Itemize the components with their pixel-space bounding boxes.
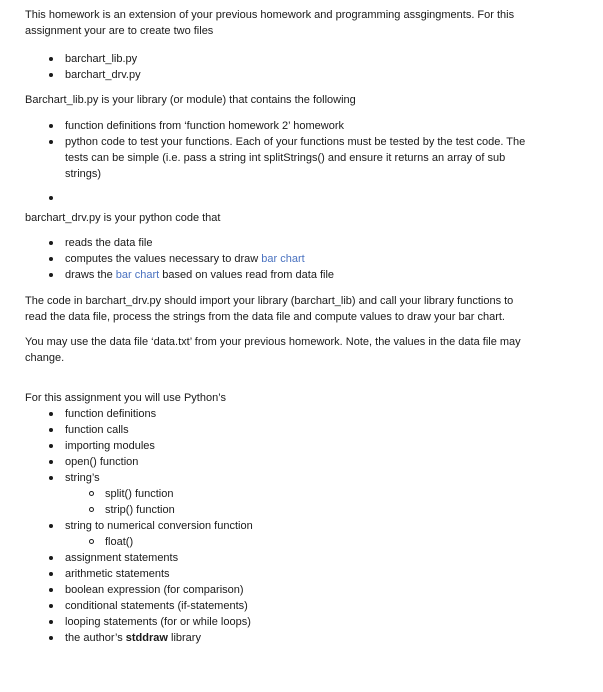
bullet-icon bbox=[49, 460, 53, 464]
drv-heading: barchart_drv.py is your python code that bbox=[25, 212, 221, 224]
circle-bullet-icon bbox=[89, 539, 94, 544]
list-item: function definitions from ‘function homework 2’ homework bbox=[25, 118, 565, 134]
bullet-icon bbox=[49, 241, 53, 245]
list-item: open() function bbox=[25, 454, 565, 470]
list-item: string to numerical conversion function bbox=[25, 518, 565, 534]
data-paragraph bbox=[25, 334, 565, 366]
list-item: string’s bbox=[25, 470, 565, 486]
list-item: the author’s stddraw library bbox=[25, 630, 565, 646]
list-item: computes the values necessary to draw bar chart bbox=[25, 251, 565, 267]
bullet-icon bbox=[49, 273, 53, 277]
list-item: function calls bbox=[25, 422, 565, 438]
list-item: barchart_drv.py bbox=[25, 67, 565, 83]
stddraw-label: stddraw bbox=[125, 632, 168, 644]
code-line-2: read the data file, process the strings from the data file and compute values to draw your bar chart. bbox=[25, 311, 505, 323]
bar-chart-link[interactable]: bar chart bbox=[261, 253, 305, 265]
list-item: assignment statements bbox=[25, 550, 565, 566]
list-item: barchart_lib.py bbox=[25, 51, 565, 67]
bullet-icon bbox=[49, 588, 53, 592]
code-paragraph bbox=[25, 293, 565, 325]
bullet-icon bbox=[49, 57, 53, 61]
bullet-icon bbox=[49, 140, 53, 144]
sub-list-item: strip() function bbox=[25, 502, 565, 518]
circle-bullet-icon bbox=[89, 491, 94, 496]
intro-paragraph bbox=[25, 7, 565, 39]
list-item: python code to test your functions. Each of your functions must be tested by the test code. The tests can be simple (i.e. pass a string int splitStrings() and ensure it returns an array of sub strings) bbox=[25, 134, 565, 182]
list-item: function definitions bbox=[25, 406, 565, 422]
bullet-icon bbox=[49, 476, 53, 480]
bullet-icon bbox=[49, 620, 53, 624]
circle-bullet-icon bbox=[89, 507, 94, 512]
list-item: importing modules bbox=[25, 438, 565, 454]
bullet-icon bbox=[49, 572, 53, 576]
bullet-icon bbox=[49, 257, 53, 261]
bullet-icon bbox=[49, 444, 53, 448]
bullet-icon bbox=[49, 412, 53, 416]
bullet-icon bbox=[49, 556, 53, 560]
code-line-1: The code in barchart_drv.py should import your library (barchart_lib) and call your library functions to bbox=[25, 295, 514, 307]
python-heading: For this assignment you will use Python’s bbox=[25, 392, 226, 404]
bullet-icon bbox=[49, 73, 53, 77]
lib-items-list bbox=[25, 118, 565, 182]
list-item: conditional statements (if-statements) bbox=[25, 598, 565, 614]
files-list bbox=[25, 51, 565, 83]
intro-line-2: assignment your are to create two files bbox=[25, 25, 214, 37]
bullet-icon bbox=[49, 124, 53, 128]
bullet-icon bbox=[49, 428, 53, 432]
bullet-icon bbox=[49, 524, 53, 528]
sub-list-item: split() function bbox=[25, 486, 565, 502]
data-line-1: You may use the data file ‘data.txt’ from your previous homework. Note, the values in the data file may bbox=[25, 336, 521, 348]
python-items-list bbox=[25, 406, 565, 646]
intro-line-1: This homework is an extension of your previous homework and programming assgingments. For this bbox=[25, 9, 515, 21]
bullet-icon bbox=[49, 604, 53, 608]
drv-items-list bbox=[25, 235, 565, 283]
list-item: boolean expression (for comparison) bbox=[25, 582, 565, 598]
bar-chart-link[interactable]: bar chart bbox=[115, 269, 160, 281]
lib-heading: Barchart_lib.py is your library (or module) that contains the following bbox=[25, 94, 356, 106]
sub-list-item: float() bbox=[25, 534, 565, 550]
bullet-icon bbox=[49, 196, 53, 200]
list-item: arithmetic statements bbox=[25, 566, 565, 582]
data-line-2: change. bbox=[25, 352, 65, 364]
list-item: reads the data file bbox=[25, 235, 565, 251]
list-item: draws the bar chart based on values read from data file bbox=[25, 267, 565, 283]
list-item: looping statements (for or while loops) bbox=[25, 614, 565, 630]
bullet-icon bbox=[49, 636, 53, 640]
